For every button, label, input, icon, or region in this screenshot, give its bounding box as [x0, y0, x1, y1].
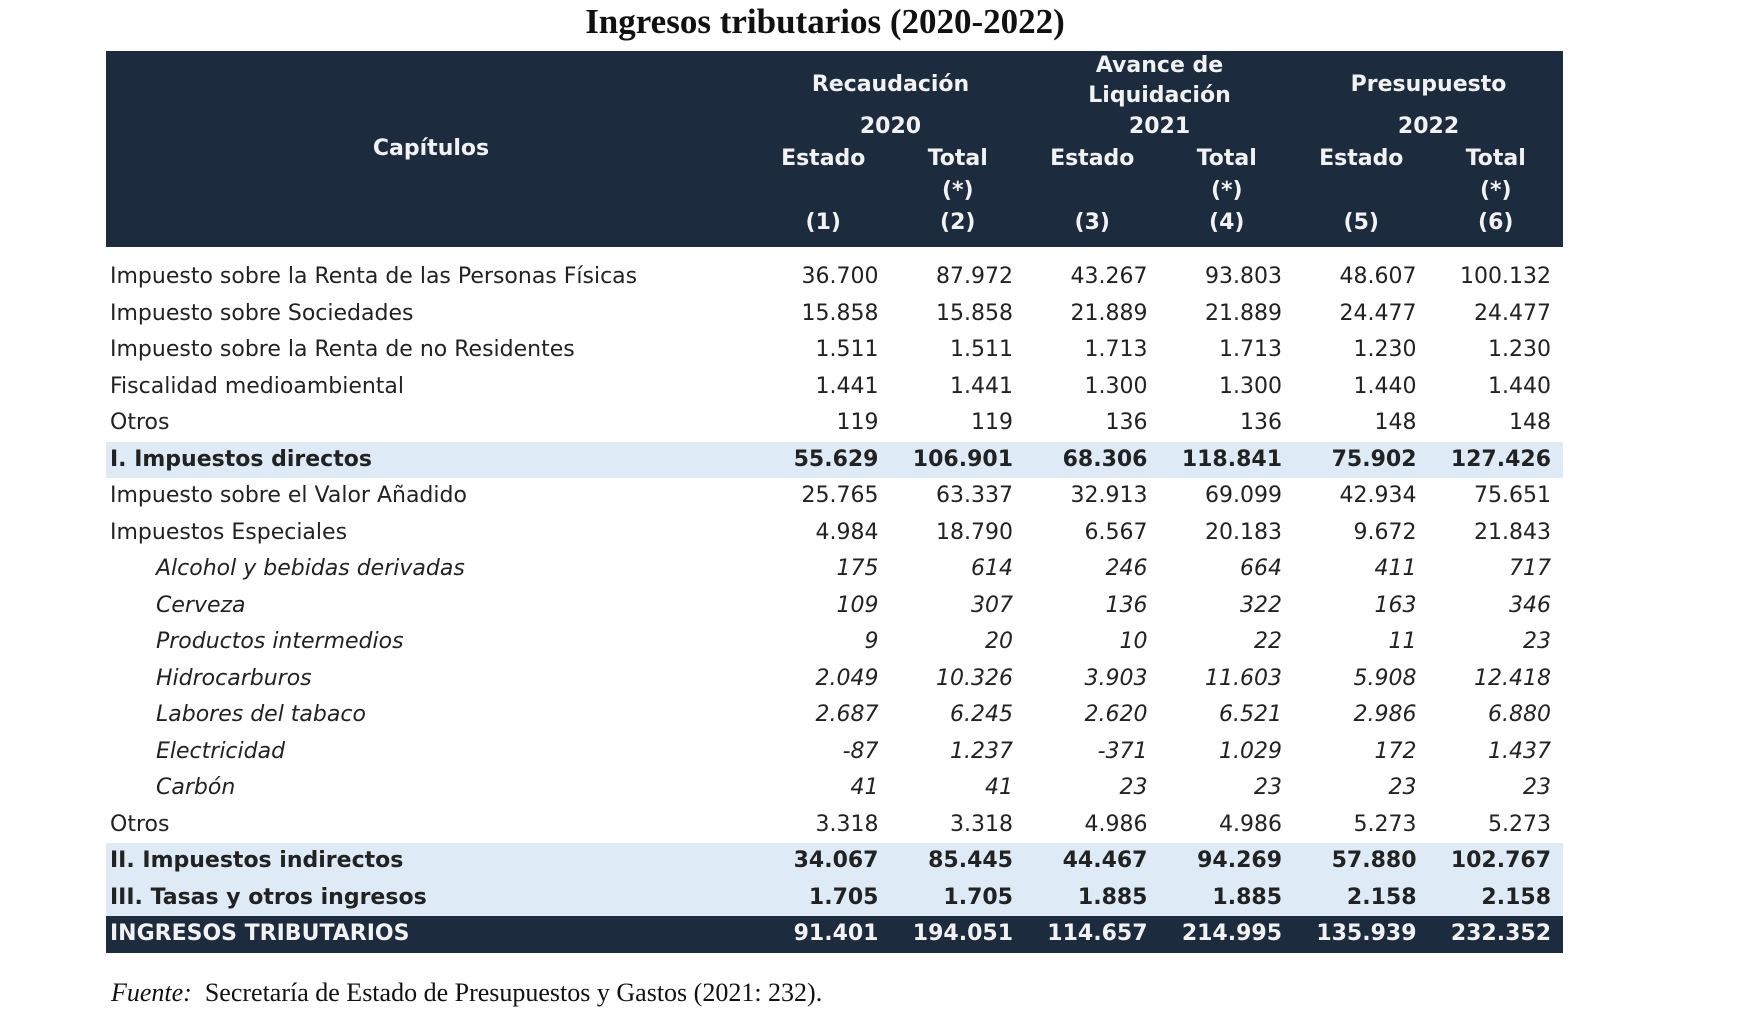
revenue-table [106, 51, 1563, 953]
table-title: Ingresos tributarios (2020-2022) [585, 2, 1065, 41]
row-value-col6: 232.352 [1429, 916, 1564, 953]
row-value-col5: 5.908 [1353, 665, 1417, 691]
row-value-col2: 307 [971, 592, 1013, 618]
row-value-col6: 23 [1523, 629, 1552, 655]
row-label: Impuestos Especiales [110, 519, 348, 545]
table-row [106, 661, 1563, 698]
row-value-col6: 102.767 [1429, 843, 1564, 880]
row-value-col3: 1.300 [1084, 373, 1148, 399]
row-value-col5: 172 [1374, 738, 1417, 764]
row-value-col4: 20.183 [1205, 519, 1283, 545]
row-value-col4: 664 [1240, 556, 1283, 582]
table-row [106, 259, 1563, 296]
row-value-col3: 68.306 [1025, 442, 1160, 479]
row-value-col1: 1.441 [815, 373, 879, 399]
table-row [106, 624, 1563, 661]
row-label: Cerveza [156, 592, 246, 618]
header-group-avance: Avance de Liquidación [1088, 53, 1231, 108]
row-value-col1: 175 [836, 556, 879, 582]
row-value-col2: 1.705 [891, 880, 1026, 917]
row-value-col4: 69.099 [1205, 483, 1283, 509]
row-label: Impuesto sobre la Renta de no Residentes [110, 337, 575, 363]
row-value-col2: 18.790 [936, 519, 1013, 545]
source-text: Secretaría de Estado de Presupuestos y Gastos (2021: 232). [204, 978, 823, 1007]
row-value-col6: 23 [1523, 775, 1552, 801]
row-value-col3: 136 [1105, 410, 1148, 436]
row-label: II. Impuestos indirectos [106, 843, 756, 880]
row-value-col1: 34.067 [756, 843, 891, 880]
row-value-col4: 11.603 [1205, 665, 1283, 691]
row-value-col5: 163 [1374, 592, 1417, 618]
header-colnum-4: (4) [1209, 210, 1245, 235]
row-label: Electricidad [156, 738, 286, 764]
header-colnum-1: (1) [805, 210, 841, 235]
row-value-col1: 3.318 [815, 811, 879, 837]
row-value-col4: 93.803 [1205, 264, 1283, 290]
header-year-2020: 2020 [859, 114, 922, 139]
row-value-col1: 109 [836, 592, 879, 618]
row-value-col3: 6.567 [1084, 519, 1148, 545]
row-value-col6: 148 [1509, 410, 1552, 436]
table-row [106, 478, 1563, 515]
row-value-col5: 42.934 [1339, 483, 1417, 509]
header-colnum-5: (5) [1343, 210, 1379, 235]
row-value-col4: 22 [1254, 629, 1283, 655]
table-row [106, 332, 1563, 369]
row-value-col3: 21.889 [1070, 300, 1148, 326]
row-value-col4: 94.269 [1160, 843, 1295, 880]
header-note-4: (*) [1210, 178, 1243, 203]
row-value-col2: 15.858 [936, 300, 1013, 326]
header-colnum-6: (6) [1478, 210, 1514, 235]
subtotal-row [106, 442, 1563, 479]
header-capitulos: Capítulos [372, 136, 490, 161]
table-row [106, 770, 1563, 807]
row-value-col6: 1.230 [1488, 337, 1552, 363]
row-value-col6: 127.426 [1429, 442, 1564, 479]
table-header [106, 51, 1563, 259]
row-label: III. Tasas y otros ingresos [106, 880, 756, 917]
row-value-col2: 10.326 [936, 665, 1013, 691]
header-estado-3: Estado [1050, 146, 1135, 171]
source-label: Fuente: [111, 978, 192, 1007]
row-value-col3: 1.713 [1084, 337, 1148, 363]
row-value-col3: 32.913 [1070, 483, 1148, 509]
row-value-col1: 41 [850, 775, 879, 801]
row-value-col3: 246 [1105, 556, 1148, 582]
table-row [106, 807, 1563, 844]
row-value-col4: 1.713 [1219, 337, 1283, 363]
row-value-col3: 114.657 [1025, 916, 1160, 953]
row-value-col2: 1.511 [950, 337, 1013, 363]
row-value-col6: 75.651 [1474, 483, 1552, 509]
row-value-col1: 55.629 [756, 442, 891, 479]
row-value-col5: 1.230 [1353, 337, 1417, 363]
header-estado-5: Estado [1319, 146, 1404, 171]
row-label: Hidrocarburos [156, 665, 312, 691]
row-value-col5: 48.607 [1339, 264, 1417, 290]
row-value-col4: 21.889 [1205, 300, 1283, 326]
header-total-6: Total [1465, 146, 1526, 171]
row-value-col5: 9.672 [1353, 519, 1417, 545]
header-total-2: Total [927, 146, 988, 171]
row-value-col3: 10 [1119, 629, 1148, 655]
row-label: Fiscalidad medioambiental [110, 373, 405, 399]
row-value-col4: 23 [1254, 775, 1283, 801]
row-value-col6: 1.440 [1488, 373, 1552, 399]
row-value-col5: 5.273 [1353, 811, 1417, 837]
row-value-col1: 1.511 [815, 337, 879, 363]
row-value-col1: -87 [842, 738, 879, 764]
subtotal-row [106, 880, 1563, 917]
header-year-2021: 2021 [1128, 114, 1191, 139]
row-value-col3: 3.903 [1084, 665, 1148, 691]
row-label: Labores del tabaco [156, 702, 366, 728]
row-value-col4: 4.986 [1219, 811, 1283, 837]
row-value-col2: 63.337 [936, 483, 1013, 509]
row-value-col4: 1.300 [1219, 373, 1283, 399]
header-note-6: (*) [1479, 178, 1512, 203]
row-value-col6: 21.843 [1474, 519, 1552, 545]
header-total-4: Total [1196, 146, 1257, 171]
header-group-recaudacion: Recaudación [811, 72, 970, 97]
row-value-col1: 91.401 [756, 916, 891, 953]
row-value-col4: 1.885 [1160, 880, 1295, 917]
row-value-col2: 41 [985, 775, 1013, 801]
row-value-col4: 118.841 [1160, 442, 1295, 479]
table-body [106, 259, 1563, 953]
row-value-col5: 148 [1374, 410, 1417, 436]
row-value-col1: 25.765 [801, 483, 879, 509]
row-value-col3: 4.986 [1084, 811, 1148, 837]
row-value-col5: 135.939 [1294, 916, 1429, 953]
row-value-col3: 2.620 [1084, 702, 1148, 728]
row-value-col3: 23 [1119, 775, 1148, 801]
row-value-col4: 6.521 [1219, 702, 1283, 728]
header-year-2022: 2022 [1397, 114, 1460, 139]
row-value-col3: 136 [1105, 592, 1148, 618]
row-value-col1: 9 [864, 629, 879, 655]
row-value-col3: 1.885 [1025, 880, 1160, 917]
row-value-col2: 85.445 [891, 843, 1026, 880]
row-value-col4: 136 [1240, 410, 1283, 436]
row-value-col6: 12.418 [1474, 665, 1552, 691]
header-note-2: (*) [941, 178, 974, 203]
row-label: Productos intermedios [156, 629, 404, 655]
row-value-col6: 100.132 [1460, 264, 1552, 290]
row-value-col4: 322 [1240, 592, 1283, 618]
row-value-col1: 36.700 [801, 264, 879, 290]
row-label: INGRESOS TRIBUTARIOS [106, 916, 756, 953]
row-value-col6: 1.437 [1488, 738, 1552, 764]
header-colnum-2: (2) [940, 210, 976, 235]
row-label: Impuesto sobre la Renta de las Personas Físicas [110, 264, 638, 290]
row-value-col2: 3.318 [950, 811, 1013, 837]
row-value-col5: 2.986 [1353, 702, 1417, 728]
table-row [106, 588, 1563, 625]
revenue-table-container [106, 51, 1563, 953]
row-value-col1: 2.687 [815, 702, 879, 728]
row-value-col6: 717 [1509, 556, 1552, 582]
row-value-col3: -371 [1097, 738, 1148, 764]
row-value-col5: 75.902 [1294, 442, 1429, 479]
table-row [106, 515, 1563, 552]
table-row [106, 405, 1563, 442]
row-value-col2: 614 [971, 556, 1013, 582]
header-estado-1: Estado [781, 146, 866, 171]
row-value-col5: 2.158 [1294, 880, 1429, 917]
row-value-col4: 214.995 [1160, 916, 1295, 953]
row-label: Otros [110, 811, 170, 837]
row-value-col1: 1.705 [756, 880, 891, 917]
row-value-col2: 87.972 [936, 264, 1013, 290]
table-row [106, 697, 1563, 734]
row-value-col6: 2.158 [1429, 880, 1564, 917]
row-label: Impuesto sobre el Valor Añadido [110, 483, 467, 509]
row-value-col2: 106.901 [891, 442, 1026, 479]
row-value-col2: 119 [971, 410, 1013, 436]
row-value-col5: 11 [1388, 629, 1417, 655]
row-value-col1: 119 [836, 410, 879, 436]
row-value-col2: 1.237 [950, 738, 1013, 764]
row-value-col2: 194.051 [891, 916, 1026, 953]
row-label: Impuesto sobre Sociedades [110, 300, 414, 326]
table-row [106, 551, 1563, 588]
row-value-col5: 23 [1388, 775, 1417, 801]
source-note [111, 978, 822, 1008]
header-group-presupuesto: Presupuesto [1350, 72, 1507, 97]
row-label: Alcohol y bebidas derivadas [156, 556, 465, 582]
row-value-col6: 5.273 [1488, 811, 1552, 837]
subtotal-row [106, 843, 1563, 880]
row-value-col6: 6.880 [1488, 702, 1552, 728]
row-value-col1: 15.858 [801, 300, 879, 326]
header-row-groups [106, 51, 1563, 111]
row-value-col1: 4.984 [815, 519, 879, 545]
row-value-col5: 24.477 [1339, 300, 1417, 326]
row-value-col6: 24.477 [1474, 300, 1552, 326]
table-row [106, 734, 1563, 771]
row-value-col5: 411 [1374, 556, 1417, 582]
row-value-col5: 57.880 [1294, 843, 1429, 880]
row-value-col1: 2.049 [815, 665, 879, 691]
grand-total-row [106, 916, 1563, 953]
table-row [106, 296, 1563, 333]
row-value-col3: 44.467 [1025, 843, 1160, 880]
row-value-col2: 20 [985, 629, 1013, 655]
row-value-col3: 43.267 [1070, 264, 1148, 290]
row-label: Carbón [156, 775, 236, 801]
row-label: Otros [110, 410, 170, 436]
row-value-col2: 1.441 [950, 373, 1013, 399]
row-label: I. Impuestos directos [106, 442, 756, 479]
table-row [106, 369, 1563, 406]
row-value-col2: 6.245 [950, 702, 1013, 728]
row-value-col5: 1.440 [1353, 373, 1417, 399]
row-value-col6: 346 [1509, 592, 1552, 618]
row-value-col4: 1.029 [1219, 738, 1283, 764]
header-colnum-3: (3) [1074, 210, 1110, 235]
